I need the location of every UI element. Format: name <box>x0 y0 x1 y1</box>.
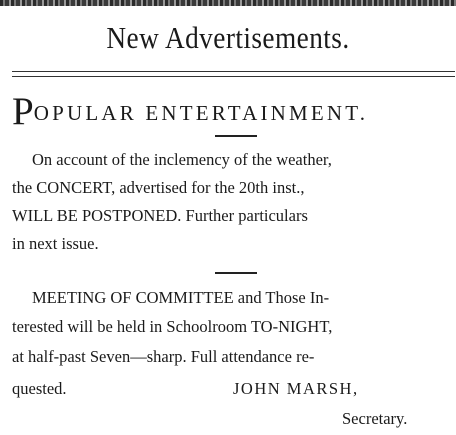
separator-rule <box>215 135 257 137</box>
ad2-line-2: terested will be held in Schoolroom TO-NIGHT, <box>12 317 333 336</box>
heading-rule-bottom <box>12 76 455 77</box>
title-drop-cap: P <box>12 90 34 133</box>
ad2-line-4: quested. <box>12 379 67 398</box>
torn-top-edge <box>0 0 456 6</box>
advertisement-title <box>12 92 456 136</box>
separator-rule <box>215 272 257 274</box>
ad1-line-2: the CONCERT, advertised for the 20th inst., <box>12 178 305 197</box>
section-heading: New Advertisements. <box>106 20 350 55</box>
ad1-line-3: WILL BE POSTPONED. Further particulars <box>12 206 308 225</box>
heading-rule-top <box>12 71 455 72</box>
ad2-line-1: MEETING OF COMMITTEE and Those In- <box>32 288 330 307</box>
ad2-line-3: at half-past Seven—sharp. Full attendance re- <box>12 347 315 366</box>
signature-name: JOHN MARSH, <box>233 379 359 398</box>
title-text: OPULAR ENTERTAINMENT. <box>33 101 369 125</box>
ad1-line-1: On account of the inclemency of the weather, <box>32 150 332 169</box>
ad1-line-4: in next issue. <box>12 234 99 253</box>
signature-title: Secretary. <box>342 409 408 428</box>
